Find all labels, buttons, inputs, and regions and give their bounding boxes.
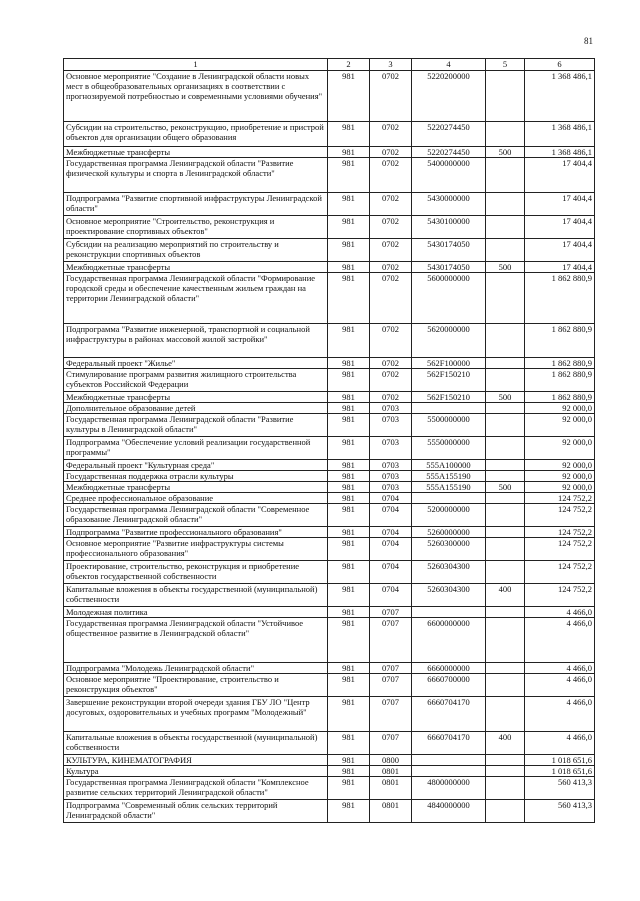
row-name: Молодежная политика [64, 607, 328, 618]
table-row [64, 777, 595, 800]
row-name: Субсидии на строительство, реконструкцию, приобретение и пристрой объектов для организации общего образования [64, 122, 328, 147]
grbs-code: 981 [328, 193, 370, 216]
expense-type-code: 500 [486, 482, 525, 493]
section-code: 0707 [370, 697, 412, 732]
target-article-code: 555A155190 [412, 482, 486, 493]
target-article-code: 562F150210 [412, 392, 486, 403]
row-name: Государственная программа Ленинградской области "Современное образование Ленинградской области" [64, 504, 328, 527]
amount: 17 404,4 [525, 158, 595, 193]
expense-type-code [486, 504, 525, 527]
amount: 92 000,0 [525, 403, 595, 414]
grbs-code: 981 [328, 471, 370, 482]
expense-type-code [486, 403, 525, 414]
table-row [64, 324, 595, 358]
target-article-code: 5260304300 [412, 561, 486, 584]
target-article-code: 4840000000 [412, 800, 486, 823]
expense-type-code [486, 414, 525, 437]
row-name: Основное мероприятие "Строительство, реконструкция и проектирование спортивных объектов" [64, 216, 328, 239]
expense-type-code [486, 158, 525, 193]
grbs-code: 981 [328, 482, 370, 493]
section-code: 0704 [370, 538, 412, 561]
table-row [64, 800, 595, 823]
table-row [64, 273, 595, 324]
amount: 1 018 651,6 [525, 766, 595, 777]
table-row [64, 239, 595, 262]
grbs-code: 981 [328, 538, 370, 561]
expense-type-code [486, 527, 525, 538]
table-row [64, 358, 595, 369]
grbs-code: 981 [328, 460, 370, 471]
target-article-code: 5430000000 [412, 193, 486, 216]
grbs-code: 981 [328, 122, 370, 147]
amount: 1 018 651,6 [525, 755, 595, 766]
expense-type-code: 400 [486, 732, 525, 755]
amount: 124 752,2 [525, 493, 595, 504]
table-row [64, 584, 595, 607]
row-name: Подпрограмма "Современный облик сельских территорий Ленинградской области" [64, 800, 328, 823]
expense-type-code [486, 193, 525, 216]
section-code: 0702 [370, 369, 412, 392]
expense-type-code [486, 697, 525, 732]
section-code: 0702 [370, 324, 412, 358]
section-code: 0703 [370, 482, 412, 493]
target-article-code: 5600000000 [412, 273, 486, 324]
row-name: Стимулирование программ развития жилищного строительства субъектов Российской Федерации [64, 369, 328, 392]
table-row [64, 618, 595, 663]
table-row [64, 755, 595, 766]
column-header: 6 [525, 59, 595, 71]
section-code: 0704 [370, 527, 412, 538]
amount: 124 752,2 [525, 527, 595, 538]
amount: 124 752,2 [525, 504, 595, 527]
section-code: 0703 [370, 403, 412, 414]
table-row [64, 262, 595, 273]
grbs-code: 981 [328, 493, 370, 504]
target-article-code: 5500000000 [412, 414, 486, 437]
table-row [64, 527, 595, 538]
target-article-code: 5220274450 [412, 122, 486, 147]
grbs-code: 981 [328, 216, 370, 239]
row-name: Подпрограмма "Развитие профессионального образования" [64, 527, 328, 538]
row-name: Подпрограмма "Обеспечение условий реализации государственной программы" [64, 437, 328, 460]
grbs-code: 981 [328, 618, 370, 663]
grbs-code: 981 [328, 392, 370, 403]
table-row [64, 504, 595, 527]
table-row [64, 369, 595, 392]
section-code: 0702 [370, 71, 412, 122]
table-row [64, 71, 595, 122]
amount: 4 466,0 [525, 618, 595, 663]
section-code: 0702 [370, 273, 412, 324]
table-header-row [64, 59, 595, 71]
amount: 1 862 880,9 [525, 358, 595, 369]
grbs-code: 981 [328, 273, 370, 324]
target-article-code: 6660000000 [412, 663, 486, 674]
page-number: 81 [584, 36, 593, 46]
target-article-code: 5260000000 [412, 527, 486, 538]
row-name: Подпрограмма "Молодежь Ленинградской области" [64, 663, 328, 674]
amount: 17 404,4 [525, 216, 595, 239]
row-name: Капитальные вложения в объекты государственной (муниципальной) собственности [64, 732, 328, 755]
target-article-code [412, 755, 486, 766]
table-row [64, 460, 595, 471]
table-row [64, 663, 595, 674]
grbs-code: 981 [328, 732, 370, 755]
target-article-code: 6660700000 [412, 674, 486, 697]
target-article-code: 5400000000 [412, 158, 486, 193]
row-name: Дополнительное образование детей [64, 403, 328, 414]
section-code: 0800 [370, 755, 412, 766]
grbs-code: 981 [328, 239, 370, 262]
amount: 17 404,4 [525, 193, 595, 216]
expense-type-code [486, 766, 525, 777]
amount: 1 862 880,9 [525, 324, 595, 358]
row-name: Государственная программа Ленинградской области "Развитие культуры в Ленинградской области" [64, 414, 328, 437]
section-code: 0702 [370, 158, 412, 193]
row-name: Государственная программа Ленинградской области "Развитие физической культуры и спорта в Ленинградской области" [64, 158, 328, 193]
table-row [64, 193, 595, 216]
row-name: Федеральный проект "Жилье" [64, 358, 328, 369]
section-code: 0702 [370, 147, 412, 158]
amount: 92 000,0 [525, 437, 595, 460]
section-code: 0801 [370, 766, 412, 777]
section-code: 0703 [370, 414, 412, 437]
section-code: 0704 [370, 561, 412, 584]
amount: 4 466,0 [525, 732, 595, 755]
target-article-code: 4800000000 [412, 777, 486, 800]
row-name: Завершение реконструкции второй очереди здания ГБУ ЛО "Центр досуговых, оздоровительных и учебных программ "Молодежный" [64, 697, 328, 732]
target-article-code: 5430100000 [412, 216, 486, 239]
grbs-code: 981 [328, 403, 370, 414]
section-code: 0702 [370, 358, 412, 369]
grbs-code: 981 [328, 71, 370, 122]
target-article-code: 5430174050 [412, 239, 486, 262]
row-name: Межбюджетные трансферты [64, 482, 328, 493]
section-code: 0707 [370, 607, 412, 618]
amount: 124 752,2 [525, 584, 595, 607]
grbs-code: 981 [328, 777, 370, 800]
table-row [64, 561, 595, 584]
expense-type-code [486, 755, 525, 766]
grbs-code: 981 [328, 324, 370, 358]
section-code: 0801 [370, 777, 412, 800]
row-name: Основное мероприятие "Создание в Ленинградской области новых мест в общеобразовательных организациях в соответствии с прогнозируемой потребностью и современными условиями обучения" [64, 71, 328, 122]
row-name: Межбюджетные трансферты [64, 147, 328, 158]
target-article-code: 5260300000 [412, 538, 486, 561]
expense-type-code [486, 273, 525, 324]
target-article-code: 6660704170 [412, 732, 486, 755]
table-row [64, 158, 595, 193]
row-name: Культура [64, 766, 328, 777]
section-code: 0702 [370, 122, 412, 147]
row-name: Субсидии на реализацию мероприятий по строительству и реконструкции спортивных объектов [64, 239, 328, 262]
amount: 92 000,0 [525, 460, 595, 471]
target-article-code: 562F150210 [412, 369, 486, 392]
expense-type-code [486, 607, 525, 618]
section-code: 0702 [370, 392, 412, 403]
section-code: 0704 [370, 504, 412, 527]
amount: 4 466,0 [525, 697, 595, 732]
target-article-code: 562F100000 [412, 358, 486, 369]
section-code: 0702 [370, 193, 412, 216]
amount: 17 404,4 [525, 262, 595, 273]
expense-type-code [486, 216, 525, 239]
column-header: 2 [328, 59, 370, 71]
target-article-code: 5220274450 [412, 147, 486, 158]
expense-type-code [486, 71, 525, 122]
table-row [64, 471, 595, 482]
expense-type-code [486, 618, 525, 663]
target-article-code [412, 403, 486, 414]
grbs-code: 981 [328, 527, 370, 538]
amount: 17 404,4 [525, 239, 595, 262]
section-code: 0703 [370, 460, 412, 471]
table-row [64, 414, 595, 437]
column-header: 5 [486, 59, 525, 71]
expense-type-code [486, 324, 525, 358]
amount: 92 000,0 [525, 482, 595, 493]
row-name: Государственная программа Ленинградской области "Формирование городской среды и обеспечение качественным жильем граждан на территории Ленинградской области" [64, 273, 328, 324]
table-row [64, 493, 595, 504]
expense-type-code [486, 369, 525, 392]
table-row [64, 122, 595, 147]
grbs-code: 981 [328, 262, 370, 273]
row-name: Межбюджетные трансферты [64, 262, 328, 273]
grbs-code: 981 [328, 800, 370, 823]
amount: 92 000,0 [525, 471, 595, 482]
amount: 1 862 880,9 [525, 392, 595, 403]
expense-type-code [486, 358, 525, 369]
amount: 1 368 486,1 [525, 122, 595, 147]
section-code: 0704 [370, 584, 412, 607]
expense-type-code [486, 663, 525, 674]
row-name: Среднее профессиональное образование [64, 493, 328, 504]
table-row [64, 538, 595, 561]
section-code: 0707 [370, 732, 412, 755]
amount: 1 862 880,9 [525, 273, 595, 324]
section-code: 0707 [370, 674, 412, 697]
amount: 1 368 486,1 [525, 147, 595, 158]
expense-type-code: 500 [486, 392, 525, 403]
table-row [64, 216, 595, 239]
row-name: Государственная поддержка отрасли культуры [64, 471, 328, 482]
table-row [64, 697, 595, 732]
budget-table [63, 58, 595, 823]
expense-type-code [486, 674, 525, 697]
grbs-code: 981 [328, 766, 370, 777]
column-header: 1 [64, 59, 328, 71]
row-name: Капитальные вложения в объекты государственной (муниципальной) собственности [64, 584, 328, 607]
expense-type-code [486, 800, 525, 823]
expense-type-code [486, 471, 525, 482]
expense-type-code [486, 777, 525, 800]
target-article-code: 5200000000 [412, 504, 486, 527]
expense-type-code: 500 [486, 147, 525, 158]
target-article-code: 555A155190 [412, 471, 486, 482]
row-name: КУЛЬТУРА, КИНЕМАТОГРАФИЯ [64, 755, 328, 766]
grbs-code: 981 [328, 414, 370, 437]
amount: 560 413,3 [525, 800, 595, 823]
section-code: 0702 [370, 239, 412, 262]
target-article-code: 555A100000 [412, 460, 486, 471]
target-article-code [412, 493, 486, 504]
table-row [64, 392, 595, 403]
grbs-code: 981 [328, 607, 370, 618]
section-code: 0801 [370, 800, 412, 823]
table-row [64, 482, 595, 493]
grbs-code: 981 [328, 147, 370, 158]
grbs-code: 981 [328, 584, 370, 607]
row-name: Межбюджетные трансферты [64, 392, 328, 403]
row-name: Государственная программа Ленинградской области "Комплексное развитие сельских территорий Ленинградской области" [64, 777, 328, 800]
section-code: 0702 [370, 262, 412, 273]
grbs-code: 981 [328, 504, 370, 527]
table-row [64, 437, 595, 460]
target-article-code: 5220200000 [412, 71, 486, 122]
row-name: Проектирование, строительство, реконструкция и приобретение объектов государственной собственности [64, 561, 328, 584]
target-article-code: 5620000000 [412, 324, 486, 358]
grbs-code: 981 [328, 369, 370, 392]
amount: 1 862 880,9 [525, 369, 595, 392]
table-row [64, 674, 595, 697]
target-article-code: 5430174050 [412, 262, 486, 273]
amount: 4 466,0 [525, 674, 595, 697]
amount: 92 000,0 [525, 414, 595, 437]
amount: 1 368 486,1 [525, 71, 595, 122]
expense-type-code [486, 538, 525, 561]
expense-type-code [486, 437, 525, 460]
grbs-code: 981 [328, 663, 370, 674]
section-code: 0707 [370, 663, 412, 674]
grbs-code: 981 [328, 674, 370, 697]
expense-type-code: 400 [486, 584, 525, 607]
table-row [64, 147, 595, 158]
amount: 4 466,0 [525, 663, 595, 674]
section-code: 0704 [370, 493, 412, 504]
section-code: 0707 [370, 618, 412, 663]
grbs-code: 981 [328, 437, 370, 460]
grbs-code: 981 [328, 358, 370, 369]
table-row [64, 403, 595, 414]
target-article-code [412, 607, 486, 618]
amount: 124 752,2 [525, 561, 595, 584]
grbs-code: 981 [328, 158, 370, 193]
expense-type-code [486, 493, 525, 504]
target-article-code: 6660704170 [412, 697, 486, 732]
target-article-code: 6600000000 [412, 618, 486, 663]
amount: 124 752,2 [525, 538, 595, 561]
expense-type-code [486, 561, 525, 584]
expense-type-code [486, 460, 525, 471]
amount: 560 413,3 [525, 777, 595, 800]
section-code: 0703 [370, 437, 412, 460]
expense-type-code [486, 239, 525, 262]
expense-type-code: 500 [486, 262, 525, 273]
grbs-code: 981 [328, 561, 370, 584]
row-name: Федеральный проект "Культурная среда" [64, 460, 328, 471]
target-article-code [412, 766, 486, 777]
column-header: 4 [412, 59, 486, 71]
column-header: 3 [370, 59, 412, 71]
target-article-code: 5260304300 [412, 584, 486, 607]
target-article-code: 5550000000 [412, 437, 486, 460]
expense-type-code [486, 122, 525, 147]
grbs-code: 981 [328, 697, 370, 732]
table-row [64, 607, 595, 618]
row-name: Основное мероприятие "Проектирование, строительство и реконструкция объектов" [64, 674, 328, 697]
row-name: Основное мероприятие "Развитие инфраструктуры системы профессионального образования" [64, 538, 328, 561]
amount: 4 466,0 [525, 607, 595, 618]
row-name: Государственная программа Ленинградской области "Устойчивое общественное развитие в Ленинградской области" [64, 618, 328, 663]
section-code: 0703 [370, 471, 412, 482]
section-code: 0702 [370, 216, 412, 239]
row-name: Подпрограмма "Развитие спортивной инфраструктуры Ленинградской области" [64, 193, 328, 216]
table-row [64, 766, 595, 777]
row-name: Подпрограмма "Развитие инженерной, транспортной и социальной инфраструктуры в районах массовой жилой застройки" [64, 324, 328, 358]
grbs-code: 981 [328, 755, 370, 766]
table-row [64, 732, 595, 755]
